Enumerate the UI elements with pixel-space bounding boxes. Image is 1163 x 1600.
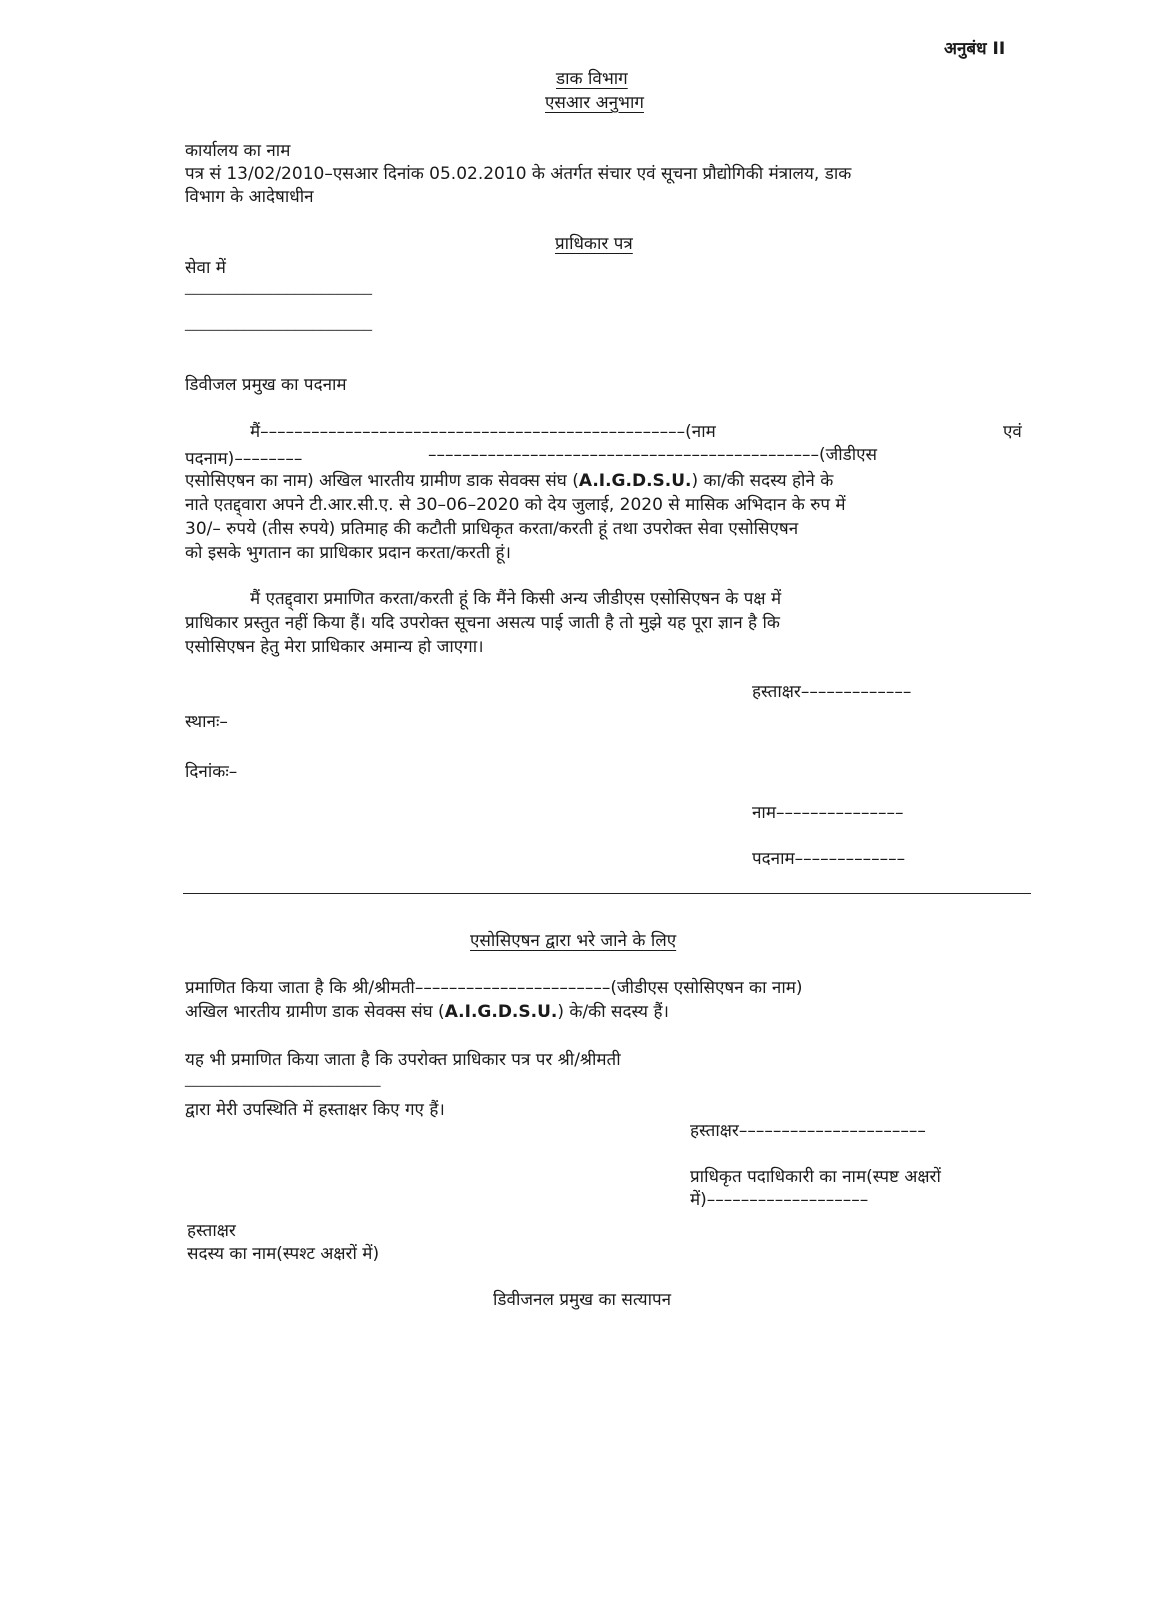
- association-cert-1-line-2: अखिल भारतीय ग्रामीण डाक सेवक्स संघ (A.I.G.D.S.U.) के/की सदस्य हैं।: [185, 1002, 669, 1022]
- para1-line-2-start: पदनाम)––––––––: [185, 449, 303, 469]
- para2-line-2: प्राधिकार प्रस्तुत नहीं किया हैं। यदि उपरोक्त सूचना असत्य पाई जाती है तो मुझे यह पूरा ज्ञान है कि: [185, 613, 780, 633]
- authorized-officer-name-line-2: में)–––––––––––––––––––: [690, 1190, 869, 1210]
- para1-line-3: एसोसिएषन का नाम) अखिल भारतीय ग्रामीण डाक सेवक्स संघ (A.I.G.D.S.U.) का/की सदस्य होने के: [185, 471, 834, 491]
- section-heading: एसआर अनुभाग: [545, 93, 644, 113]
- section-divider: [183, 893, 1031, 894]
- signature-field: हस्ताक्षर–––––––––––––: [752, 682, 912, 702]
- division-head-designation: डिवीजल प्रमुख का पदनाम: [185, 375, 347, 395]
- para1-line-1-end: एवं: [1003, 422, 1022, 442]
- document-title: प्राधिकार पत्र: [555, 234, 633, 254]
- annexure-label: अनुबंध II: [944, 39, 1006, 59]
- order-reference-line-2: विभाग के आदेषाधीन: [185, 187, 314, 207]
- address-blank-line-2: ______________________: [185, 312, 372, 332]
- order-reference-line-1: पत्र सं 13/02/2010–एसआर दिनांक 05.02.2010 के अंतर्गत संचार एवं सूचना प्रौद्योगिकी मंत्रालय, डाक: [185, 164, 852, 184]
- para2-line-1: मैं एतद्द्वारा प्रमाणित करता/करती हूं कि मैंने किसी अन्य जीडीएस एसोसिएषन के पक्ष में: [250, 589, 782, 609]
- division-head-verification: डिवीजनल प्रमुख का सत्यापन: [493, 1290, 672, 1310]
- association-cert-1-line-1: प्रमाणित किया जाता है कि श्री/श्रीमती–––––––––––––––––––––––(जीडीएस एसोसिएषन का नाम): [185, 978, 803, 998]
- para2-line-3: एसोसिएषन हेतु मेरा प्राधिकार अमान्य हो जाएगा।: [185, 637, 484, 657]
- member-signature-label: हस्ताक्षर: [187, 1221, 236, 1241]
- association-cert-2-blank: _______________________: [185, 1068, 381, 1088]
- association-cert-2-line-1: यह भी प्रमाणित किया जाता है कि उपरोक्त प्राधिकार पत्र पर श्री/श्रीमती: [185, 1050, 621, 1070]
- department-heading: डाक विभाग: [556, 69, 628, 89]
- para1-line-4: नाते एतद्द्वारा अपने टी.आर.सी.ए. से 30–06–2020 को देय जुलाई, 2020 से मासिक अभिदान के रुप में: [185, 495, 846, 515]
- association-cert-2-line-2: द्वारा मेरी उपस्थिति में हस्ताक्षर किए गए हैं।: [185, 1100, 445, 1120]
- association-section-title: एसोसिएषन द्वारा भरे जाने के लिए: [470, 931, 677, 951]
- association-signature-field: हस्ताक्षर––––––––––––––––––––––: [690, 1121, 926, 1141]
- name-field: नाम–––––––––––––––: [752, 803, 904, 823]
- designation-field: पदनाम–––––––––––––: [752, 849, 906, 869]
- member-name-label: सदस्य का नाम(स्पश्ट अक्षरों में): [187, 1244, 380, 1264]
- para1-line-6: को इसके भुगतान का प्राधिकार प्रदान करता/करती हूं।: [185, 543, 511, 563]
- para1-line-1-start: मैं––––––––––––––––––––––––––––––––––––––––––––––––––(नाम: [250, 422, 716, 442]
- authorized-officer-name-line-1: प्राधिकृत पदाधिकारी का नाम(स्पष्ट अक्षरों: [690, 1167, 941, 1187]
- office-name-label: कार्यालय का नाम: [185, 141, 291, 161]
- date-field: दिनांकः–: [185, 762, 238, 782]
- place-field: स्थानः–: [185, 712, 228, 732]
- para1-line-2-end: ––––––––––––––––––––––––––––––––––––––––––––––(जीडीएस: [428, 445, 878, 465]
- para1-line-5: 30/– रुपये (तीस रुपये) प्रतिमाह की कटौती प्राधिकृत करता/करती हूं तथा उपरोक्त सेवा एसोसिएषन: [185, 519, 799, 539]
- address-to-label: सेवा में: [185, 258, 226, 278]
- address-blank-line-1: ______________________: [185, 276, 372, 296]
